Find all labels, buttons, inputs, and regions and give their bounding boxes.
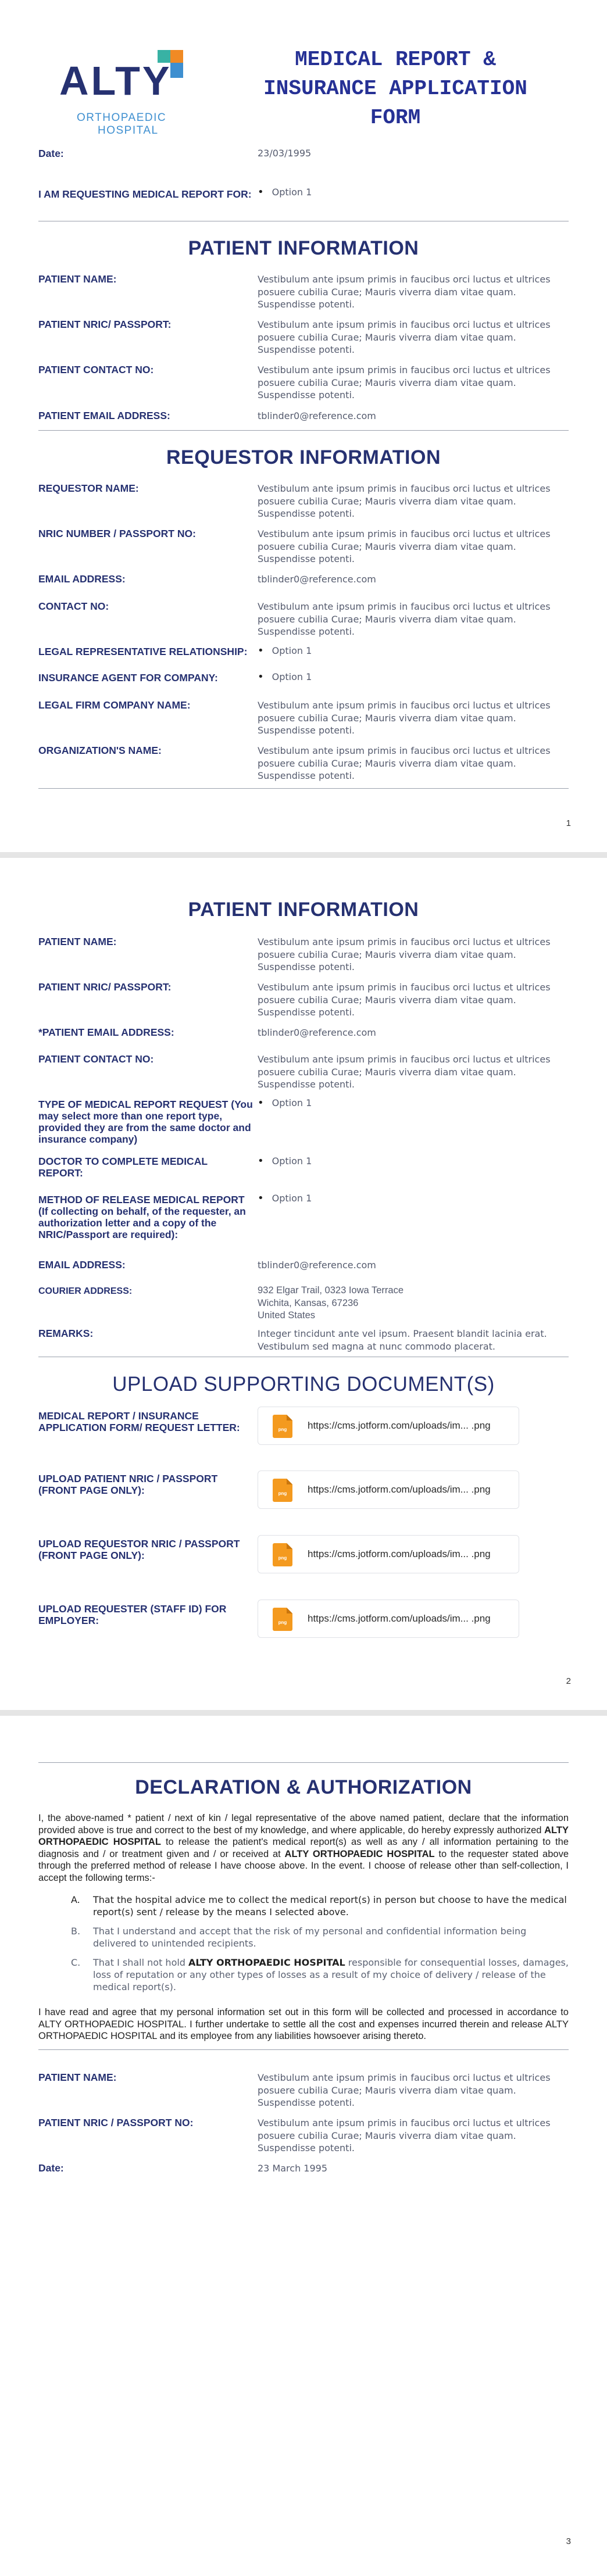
declaration-footer: I have read and agree that my personal information set out in this form will be collected and processed in accordance to ALTY ORTHOPAEDIC HOSPITAL. I further undertake to settle all the cost and expenses incurred therein and release ALTY ORTHOPAEDIC HOSPITAL and its employee from any liabilities howsoever arising thereto. [38, 2007, 569, 2041]
report-type-label: TYPE OF MEDICAL REPORT REQUEST (You may select more than one report type, provided they are from the same doctor and insurance company) [38, 1099, 253, 1145]
term-text-post: responsible for consequential losses, damages, loss of reputation or any other types of losses as a result of my choice of delivery / release of the medical report(s). [93, 1957, 569, 1992]
nric-number-label: NRIC NUMBER / PASSPORT NO: [38, 528, 196, 539]
requesting-label: I AM REQUESTING MEDICAL REPORT FOR: [38, 188, 252, 200]
courier-address-value [258, 1285, 566, 1322]
legal-relationship-value: • Option 1 [258, 645, 312, 657]
organization-label: ORGANIZATION'S NAME: [38, 745, 162, 756]
patient-nric-value: Vestibulum ante ipsum primis in faucibus orci luctus et ultrices posuere cubilia Curae; Mauris viverra diam vitae quam. Suspendisse potenti. [258, 2117, 551, 2153]
divider [38, 2049, 569, 2050]
patient-contact-value: Vestibulum ante ipsum primis in faucibus orci luctus et ultrices posuere cubilia Curae; Mauris viverra diam vitae quam. Suspendisse potenti. [258, 364, 551, 400]
png-icon-text: png [278, 1620, 287, 1625]
term-text: That I understand and accept that the risk of my personal and confidential information being delivered to unintended recipients. [93, 1926, 527, 1949]
patient-name-value: Vestibulum ante ipsum primis in faucibus orci luctus et ultrices posuere cubilia Curae; Mauris viverra diam vitae quam. Suspendisse potenti. [258, 2072, 551, 2108]
upload-label-requestor-nric: UPLOAD REQUESTOR NRIC / PASSPORT (FRONT PAGE ONLY): [38, 1538, 240, 1561]
upload-label-medical-report: MEDICAL REPORT / INSURANCE APPLICATION FORM/ REQUEST LETTER: [38, 1410, 240, 1433]
requestor-name-value: Vestibulum ante ipsum primis in faucibus orci luctus et ultrices posuere cubilia Curae; Mauris viverra diam vitae quam. Suspendisse potenti. [258, 483, 551, 519]
courier-line-2: Wichita, Kansas, 67236 [258, 1297, 359, 1308]
contact-no-label: CONTACT NO: [38, 600, 109, 612]
requestor-name-label: REQUESTOR NAME: [38, 482, 139, 494]
png-icon-text: png [278, 1555, 287, 1561]
legal-firm-value: Vestibulum ante ipsum primis in faucibus orci luctus et ultrices posuere cubilia Curae; Mauris viverra diam vitae quam. Suspendisse potenti. [258, 700, 551, 736]
declaration-text-2: to release the patient's medical report(s) as well as any / all information pertaining to the diagnosis and / or treatment given and / or received at [38, 1837, 569, 1859]
page-number: 1 [566, 818, 571, 828]
page-number: 3 [566, 2536, 571, 2546]
remarks-value: Integer tincidunt ante vel ipsum. Praesent blandit lacinia erat. Vestibulum sed magna at nunc commodo placerat. [258, 1328, 547, 1352]
png-file-icon [273, 1608, 292, 1631]
legal-firm-label: LEGAL FIRM COMPANY NAME: [38, 699, 191, 711]
patient-contact-value: Vestibulum ante ipsum primis in faucibus orci luctus et ultrices posuere cubilia Curae; Mauris viverra diam vitae quam. Suspendisse potenti. [258, 1054, 551, 1090]
form-title [221, 45, 570, 133]
patient-name-label: PATIENT NAME: [38, 273, 117, 285]
hospital-logo [38, 48, 190, 141]
remarks-label: REMARKS: [38, 1328, 94, 1339]
patient-contact-label: PATIENT CONTACT NO: [38, 1053, 154, 1065]
png-icon-text: png [278, 1427, 287, 1432]
page-2 [0, 858, 607, 1710]
declaration-heading: DECLARATION & AUTHORIZATION [135, 1776, 472, 1798]
upload-file-patient-nric[interactable] [258, 1471, 519, 1509]
patient-email-value: tblinder0@reference.com [258, 410, 376, 421]
logo-sub-1: ORTHOPAEDIC [77, 112, 167, 124]
nric-number-value: Vestibulum ante ipsum primis in faucibus orci luctus et ultrices posuere cubilia Curae; Mauris viverra diam vitae quam. Suspendisse potenti. [258, 528, 551, 564]
declaration-text-1: I, the above-named * patient / next of kin / legal representative of the above named patient, declare that the information provided above is true and correct to the best of my knowledge, and where applicable, do hereby expressly authorized [38, 1813, 569, 1836]
requestor-information-heading: REQUESTOR INFORMATION [166, 446, 441, 468]
email-address-value: tblinder0@reference.com [258, 1260, 376, 1271]
term-marker: C. [71, 1957, 81, 1968]
page-number: 2 [566, 1676, 571, 1686]
patient-email-label: PATIENT EMAIL ADDRESS: [38, 410, 170, 421]
form-title-line-3: FORM [370, 106, 421, 130]
email-address-value: tblinder0@reference.com [258, 574, 376, 585]
upload-filename[interactable]: https://cms.jotform.com/uploads/im... .png [308, 1484, 491, 1495]
term-item [71, 1956, 570, 1993]
email-address-label: EMAIL ADDRESS: [38, 573, 126, 585]
email-address-label: EMAIL ADDRESS: [38, 1259, 126, 1271]
term-item [71, 1925, 570, 1949]
insurance-agent-value: • Option 1 [258, 671, 312, 683]
term-item [71, 1894, 570, 1918]
courier-line-1: 932 Elgar Trail, 0323 Iowa Terrace [258, 1285, 404, 1296]
upload-label-staff-id: UPLOAD REQUESTER (STAFF ID) FOR EMPLOYER: [38, 1603, 227, 1626]
hospital-name-bold: ALTY ORTHOPAEDIC HOSPITAL [38, 1824, 569, 1847]
upload-filename[interactable]: https://cms.jotform.com/uploads/im... .png [308, 1420, 491, 1431]
term-marker: B. [71, 1926, 81, 1937]
declaration-paragraph [38, 1812, 569, 1884]
upload-filename[interactable]: https://cms.jotform.com/uploads/im... .png [308, 1613, 491, 1624]
divider [38, 788, 569, 789]
insurance-agent-label: INSURANCE AGENT FOR COMPANY: [38, 672, 218, 684]
release-method-value: • Option 1 [258, 1193, 312, 1204]
courier-line-3: United States [258, 1310, 316, 1321]
report-type-value: • Option 1 [258, 1097, 312, 1109]
release-method-label: METHOD OF RELEASE MEDICAL REPORT (If collecting on behalf, of the requester, an authorization letter and a copy of the NRIC/Passport are required): [38, 1194, 246, 1240]
courier-address-label: COURIER ADDRESS: [38, 1286, 133, 1296]
logo-sub-2: HOSPITAL [98, 124, 159, 137]
upload-label-patient-nric: UPLOAD PATIENT NRIC / PASSPORT (FRONT PAGE ONLY): [38, 1473, 218, 1496]
upload-file-requestor-nric[interactable] [258, 1535, 519, 1573]
contact-no-value: Vestibulum ante ipsum primis in faucibus orci luctus et ultrices posuere cubilia Curae; Mauris viverra diam vitae quam. Suspendisse potenti. [258, 601, 551, 637]
png-file-icon [273, 1543, 292, 1566]
patient-name-label: PATIENT NAME: [38, 936, 117, 947]
patient-contact-label: PATIENT CONTACT NO: [38, 364, 154, 375]
term-text: That the hospital advice me to collect the medical report(s) in person but choose to have the medical report(s) sent / release by the means I selected above. [93, 1894, 567, 1917]
patient-nric-value: Vestibulum ante ipsum primis in faucibus orci luctus et ultrices posuere cubilia Curae; Mauris viverra diam vitae quam. Suspendisse potenti. [258, 319, 551, 355]
upload-file-staff-id[interactable] [258, 1600, 519, 1638]
patient-name-label: PATIENT NAME: [38, 2071, 117, 2083]
term-text: That I shall not hold [93, 1957, 189, 1968]
patient-email-label: *PATIENT EMAIL ADDRESS: [38, 1026, 174, 1038]
patient-nric-label: PATIENT NRIC / PASSPORT NO: [38, 2117, 194, 2128]
patient-information-heading: PATIENT INFORMATION [188, 237, 419, 259]
page-3 [0, 1716, 607, 2576]
hospital-name-bold: ALTY ORTHOPAEDIC HOSPITAL [284, 1848, 435, 1859]
png-icon-text: png [278, 1491, 287, 1496]
png-file-icon [273, 1415, 292, 1438]
patient-information-heading: PATIENT INFORMATION [188, 899, 419, 921]
patient-email-value: tblinder0@reference.com [258, 1027, 376, 1038]
page-1 [0, 0, 607, 852]
divider [38, 430, 569, 431]
date-label: Date: [38, 148, 64, 159]
patient-name-value: Vestibulum ante ipsum primis in faucibus orci luctus et ultrices posuere cubilia Curae; Mauris viverra diam vitae quam. Suspendisse potenti. [258, 936, 551, 972]
patient-name-value: Vestibulum ante ipsum primis in faucibus orci luctus et ultrices posuere cubilia Curae; Mauris viverra diam vitae quam. Suspendisse potenti. [258, 274, 551, 310]
form-title-line-2: INSURANCE APPLICATION [263, 77, 527, 101]
hospital-name-bold: ALTY ORTHOPAEDIC HOSPITAL [188, 1957, 345, 1968]
legal-relationship-label: LEGAL REPRESENTATIVE RELATIONSHIP: [38, 646, 248, 657]
organization-value: Vestibulum ante ipsum primis in faucibus orci luctus et ultrices posuere cubilia Curae; Mauris viverra diam vitae quam. Suspendisse potenti. [258, 745, 551, 781]
patient-nric-label: PATIENT NRIC/ PASSPORT: [38, 981, 172, 993]
date-value: 23 March 1995 [258, 2163, 328, 2174]
png-file-icon [273, 1479, 292, 1502]
doctor-label: DOCTOR TO COMPLETE MEDICAL REPORT: [38, 1155, 208, 1179]
form-title-line-1: MEDICAL REPORT & [295, 48, 496, 71]
upload-file-medical-report[interactable] [258, 1407, 519, 1445]
requesting-value: • Option 1 [258, 187, 312, 198]
terms-list [71, 1894, 570, 2000]
date-value: 23/03/1995 [258, 148, 312, 159]
divider [38, 1762, 569, 1763]
term-marker: A. [71, 1894, 80, 1905]
upload-filename[interactable]: https://cms.jotform.com/uploads/im... .png [308, 1548, 491, 1559]
date-label: Date: [38, 2162, 64, 2174]
declaration-text-3: to the requester stated above through the preferred method of release I have choose above. In the event. I choose of release other than self-collection, I accept the following terms:- [38, 1848, 569, 1883]
patient-nric-value: Vestibulum ante ipsum primis in faucibus orci luctus et ultrices posuere cubilia Curae; Mauris viverra diam vitae quam. Suspendisse potenti. [258, 982, 551, 1018]
doctor-value: • Option 1 [258, 1155, 312, 1167]
upload-section-heading: UPLOAD SUPPORTING DOCUMENT(S) [112, 1373, 495, 1396]
patient-nric-label: PATIENT NRIC/ PASSPORT: [38, 319, 172, 330]
logo-brand-text: ALTY [59, 58, 172, 103]
